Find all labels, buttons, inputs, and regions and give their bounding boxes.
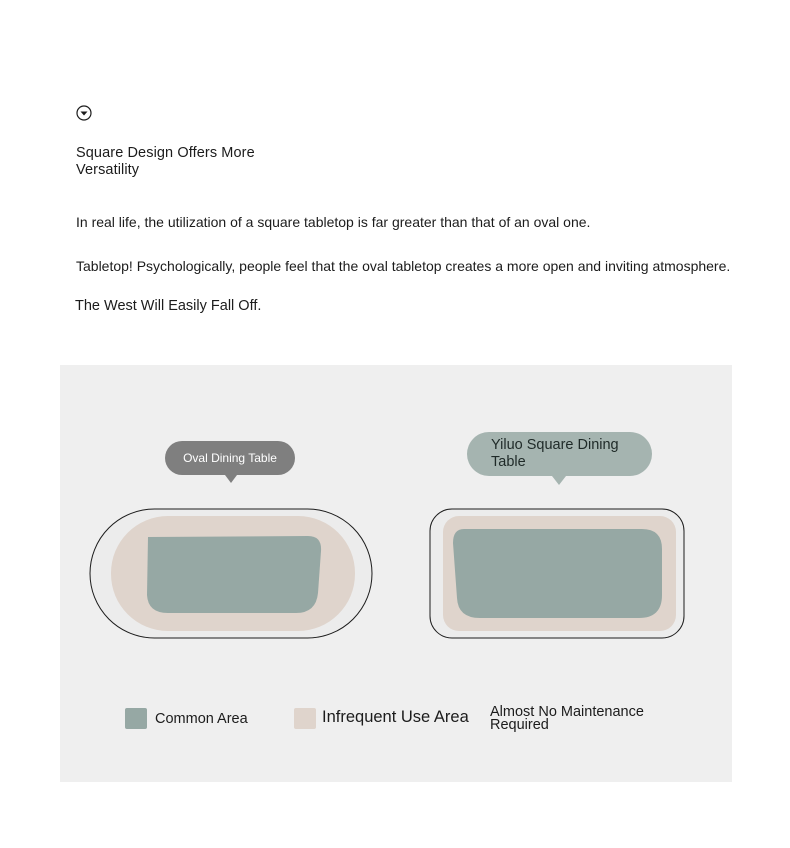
oval-table-label	[165, 441, 295, 475]
section-heading: Square Design Offers More Versatility	[76, 145, 255, 178]
paragraph-psychology: Tabletop! Psychologically, people feel that the oval tabletop creates a more open and inviting atmosphere.	[76, 258, 731, 274]
legend-swatch-infrequent	[294, 708, 316, 729]
paragraph-fall-off: The West Will Easily Fall Off.	[75, 298, 262, 314]
legend-swatch-common	[125, 708, 147, 729]
oval-common-area	[147, 536, 321, 613]
oval-table-diagram	[90, 509, 372, 638]
square-table-diagram	[430, 509, 684, 638]
paragraph-utilization: In real life, the utilization of a square tabletop is far greater than that of an oval one.	[76, 214, 591, 230]
chevron-down-circle-icon[interactable]	[76, 105, 92, 121]
legend-common-label: Common Area	[155, 711, 248, 727]
comparison-diagram	[60, 365, 732, 782]
square-table-label-text: Yiluo Square Dining Table	[491, 437, 619, 470]
legend-maintenance-label: Almost No Maintenance Required	[490, 704, 644, 733]
square-common-area	[453, 529, 662, 618]
oval-table-label-text: Oval Dining Table	[183, 451, 277, 465]
legend-infrequent-label: Infrequent Use Area	[322, 708, 469, 726]
square-table-label	[467, 432, 652, 476]
